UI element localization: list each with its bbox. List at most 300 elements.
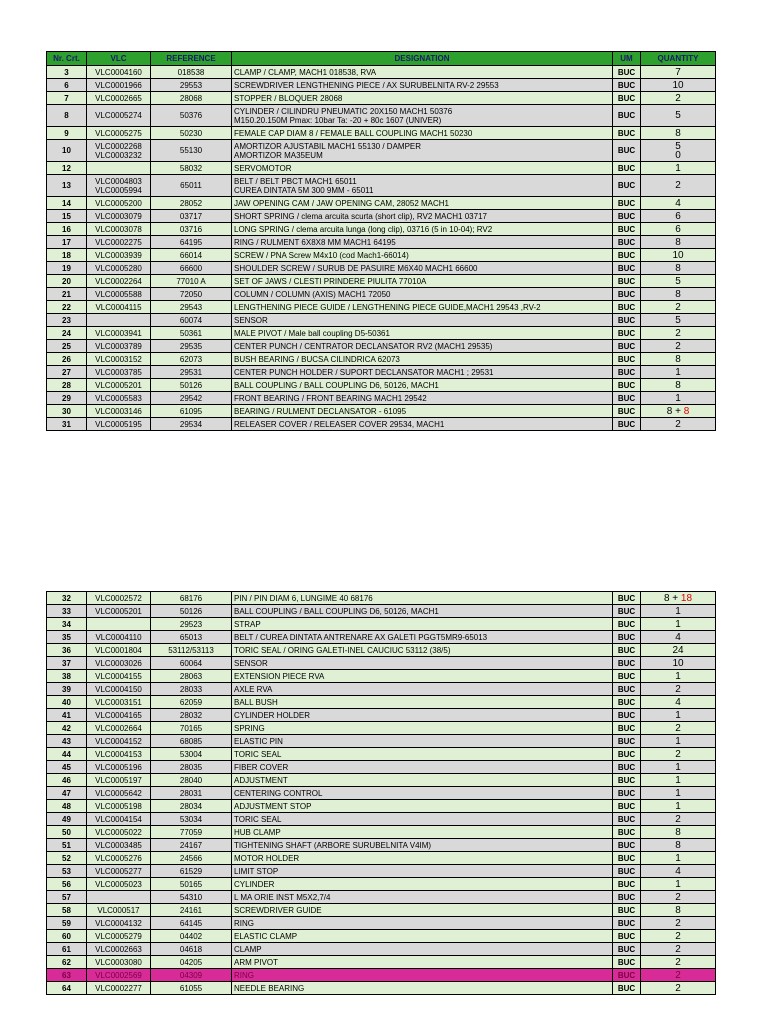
cell-quantity: 4 — [641, 696, 716, 709]
cell-reference: 65011 — [151, 175, 232, 197]
cell-nr: 45 — [47, 761, 87, 774]
cell-designation: SENSOR — [232, 657, 613, 670]
cell-designation: CLAMP — [232, 943, 613, 956]
cell-vlc: VLC0002275 — [87, 236, 151, 249]
cell-designation: MOTOR HOLDER — [232, 852, 613, 865]
cell-designation: L MA ORIE INST M5X2,7/4 — [232, 891, 613, 904]
cell-designation: STRAP — [232, 618, 613, 631]
table-row — [47, 657, 716, 670]
cell-nr: 43 — [47, 735, 87, 748]
cell-reference: 66014 — [151, 249, 232, 262]
cell-designation: PIN / PIN DIAM 6, LUNGIME 40 68176 — [232, 592, 613, 605]
cell-um: BUC — [613, 197, 641, 210]
cell-nr: 44 — [47, 748, 87, 761]
cell-vlc: VLC0005275 — [87, 127, 151, 140]
cell-nr: 37 — [47, 657, 87, 670]
cell-reference: 62059 — [151, 696, 232, 709]
table-row — [47, 631, 716, 644]
table-row — [47, 956, 716, 969]
table-row — [47, 878, 716, 891]
cell-nr: 58 — [47, 904, 87, 917]
cell-designation: ADJUSTMENT STOP — [232, 800, 613, 813]
cell-nr: 24 — [47, 327, 87, 340]
table-row — [47, 236, 716, 249]
cell-nr: 17 — [47, 236, 87, 249]
cell-designation: STOPPER / BLOQUER 28068 — [232, 92, 613, 105]
cell-reference: 66600 — [151, 262, 232, 275]
cell-reference: 77010 A — [151, 275, 232, 288]
cell-um: BUC — [613, 917, 641, 930]
cell-reference: 55130 — [151, 140, 232, 162]
cell-quantity: 5 — [641, 275, 716, 288]
cell-vlc: VLC0004110 — [87, 631, 151, 644]
cell-vlc: VLC0002665 — [87, 92, 151, 105]
cell-reference: 72050 — [151, 288, 232, 301]
cell-quantity: 1 — [641, 735, 716, 748]
cell-reference: 53112/53113 — [151, 644, 232, 657]
cell-reference: 04205 — [151, 956, 232, 969]
cell-vlc: VLC0003939 — [87, 249, 151, 262]
cell-vlc: VLC0001966 — [87, 79, 151, 92]
cell-nr: 50 — [47, 826, 87, 839]
cell-nr: 28 — [47, 379, 87, 392]
cell-nr: 15 — [47, 210, 87, 223]
cell-nr: 30 — [47, 405, 87, 418]
cell-nr: 64 — [47, 982, 87, 995]
cell-vlc: VLC000517 — [87, 904, 151, 917]
cell-quantity: 2 — [641, 301, 716, 314]
cell-nr: 29 — [47, 392, 87, 405]
cell-vlc: VLC0003079 — [87, 210, 151, 223]
header-row — [47, 52, 716, 66]
cell-nr: 35 — [47, 631, 87, 644]
cell-designation: SET OF JAWS / CLESTI PRINDERE PIULITA 77010A — [232, 275, 613, 288]
cell-designation: CENTER PUNCH / CENTRATOR DECLANSATOR RV2 (MACH1 29535) — [232, 340, 613, 353]
cell-vlc: VLC0005195 — [87, 418, 151, 431]
cell-vlc: VLC0005583 — [87, 392, 151, 405]
cell-nr: 48 — [47, 800, 87, 813]
table-row — [47, 800, 716, 813]
cell-um: BUC — [613, 301, 641, 314]
cell-designation: RING — [232, 969, 613, 982]
cell-quantity: 8 — [641, 353, 716, 366]
cell-designation: CYLINDER — [232, 878, 613, 891]
cell-designation: LONG SPRING / clema arcuita lunga (long clip), 03716 (5 in 10-04); RV2 — [232, 223, 613, 236]
cell-nr: 49 — [47, 813, 87, 826]
cell-vlc: VLC0003078 — [87, 223, 151, 236]
cell-um: BUC — [613, 735, 641, 748]
table-row — [47, 327, 716, 340]
cell-quantity: 2 — [641, 748, 716, 761]
table-body-2 — [47, 592, 716, 995]
cell-vlc: VLC0002268 VLC0003232 — [87, 140, 151, 162]
cell-reference: 58032 — [151, 162, 232, 175]
cell-reference: 50230 — [151, 127, 232, 140]
table-row — [47, 774, 716, 787]
cell-quantity: 8 — [641, 839, 716, 852]
table-row — [47, 722, 716, 735]
cell-um: BUC — [613, 105, 641, 127]
cell-vlc: VLC0005198 — [87, 800, 151, 813]
cell-quantity: 1 — [641, 392, 716, 405]
cell-quantity: 8 — [641, 288, 716, 301]
cell-reference: 28063 — [151, 670, 232, 683]
cell-um: BUC — [613, 891, 641, 904]
table-row — [47, 709, 716, 722]
cell-vlc: VLC0002569 — [87, 969, 151, 982]
table-row — [47, 735, 716, 748]
cell-quantity: 2 — [641, 722, 716, 735]
cell-designation: COLUMN / COLUMN (AXIS) MACH1 72050 — [232, 288, 613, 301]
cell-vlc: VLC0003789 — [87, 340, 151, 353]
table-row — [47, 197, 716, 210]
cell-um: BUC — [613, 696, 641, 709]
cell-quantity: 2 — [641, 943, 716, 956]
cell-quantity: 24 — [641, 644, 716, 657]
cell-reference: 53034 — [151, 813, 232, 826]
cell-um: BUC — [613, 162, 641, 175]
cell-nr: 10 — [47, 140, 87, 162]
cell-vlc: VLC0005197 — [87, 774, 151, 787]
cell-reference: 04618 — [151, 943, 232, 956]
table-row — [47, 683, 716, 696]
cell-nr: 12 — [47, 162, 87, 175]
cell-um: BUC — [613, 140, 641, 162]
cell-um: BUC — [613, 592, 641, 605]
cell-vlc: VLC0004132 — [87, 917, 151, 930]
cell-reference: 03717 — [151, 210, 232, 223]
cell-quantity: 2 — [641, 917, 716, 930]
table-row — [47, 891, 716, 904]
inventory-table-2 — [46, 591, 716, 995]
cell-vlc: VLC0002664 — [87, 722, 151, 735]
cell-vlc — [87, 618, 151, 631]
cell-designation: AXLE RVA — [232, 683, 613, 696]
cell-nr: 9 — [47, 127, 87, 140]
header-um: UM — [613, 52, 641, 66]
cell-quantity: 5 0 — [641, 140, 716, 162]
cell-vlc: VLC0005196 — [87, 761, 151, 774]
table-row — [47, 670, 716, 683]
cell-quantity: 1 — [641, 852, 716, 865]
cell-designation: CENTERING CONTROL — [232, 787, 613, 800]
cell-reference: 03716 — [151, 223, 232, 236]
cell-nr: 19 — [47, 262, 87, 275]
cell-um: BUC — [613, 904, 641, 917]
table-row — [47, 249, 716, 262]
cell-nr: 21 — [47, 288, 87, 301]
cell-designation: CLAMP / CLAMP, MACH1 018538, RVA — [232, 66, 613, 79]
cell-reference: 29531 — [151, 366, 232, 379]
cell-quantity: 4 — [641, 631, 716, 644]
cell-nr: 51 — [47, 839, 87, 852]
cell-reference: 28052 — [151, 197, 232, 210]
cell-quantity: 1 — [641, 670, 716, 683]
cell-designation: SPRING — [232, 722, 613, 735]
cell-um: BUC — [613, 709, 641, 722]
cell-vlc: VLC0005201 — [87, 605, 151, 618]
cell-reference: 60074 — [151, 314, 232, 327]
cell-quantity: 1 — [641, 709, 716, 722]
cell-nr: 38 — [47, 670, 87, 683]
cell-nr: 13 — [47, 175, 87, 197]
table-row — [47, 787, 716, 800]
cell-quantity: 10 — [641, 657, 716, 670]
table-row — [47, 223, 716, 236]
cell-nr: 59 — [47, 917, 87, 930]
cell-quantity: 1 — [641, 618, 716, 631]
cell-quantity: 2 — [641, 683, 716, 696]
cell-designation: SHOULDER SCREW / SURUB DE PASUIRE M6X40 MACH1 66600 — [232, 262, 613, 275]
cell-reference: 28032 — [151, 709, 232, 722]
cell-nr: 42 — [47, 722, 87, 735]
cell-quantity: 1 — [641, 800, 716, 813]
cell-designation: EXTENSION PIECE RVA — [232, 670, 613, 683]
cell-um: BUC — [613, 340, 641, 353]
cell-nr: 56 — [47, 878, 87, 891]
cell-vlc: VLC0004150 — [87, 683, 151, 696]
cell-nr: 6 — [47, 79, 87, 92]
cell-nr: 62 — [47, 956, 87, 969]
cell-um: BUC — [613, 92, 641, 105]
cell-designation: SHORT SPRING / clema arcuita scurta (short clip), RV2 MACH1 03717 — [232, 210, 613, 223]
cell-reference: 04309 — [151, 969, 232, 982]
cell-nr: 60 — [47, 930, 87, 943]
cell-designation: BALL COUPLING / BALL COUPLING D6, 50126, MACH1 — [232, 605, 613, 618]
cell-nr: 27 — [47, 366, 87, 379]
cell-um: BUC — [613, 392, 641, 405]
cell-um: BUC — [613, 210, 641, 223]
cell-nr: 23 — [47, 314, 87, 327]
cell-quantity: 8 — [641, 127, 716, 140]
cell-reference: 64195 — [151, 236, 232, 249]
cell-um: BUC — [613, 930, 641, 943]
quantity-extra: 8 — [683, 405, 690, 417]
cell-vlc: VLC0005280 — [87, 262, 151, 275]
table-row — [47, 943, 716, 956]
cell-reference: 28040 — [151, 774, 232, 787]
cell-designation: ADJUSTMENT — [232, 774, 613, 787]
cell-designation: FRONT BEARING / FRONT BEARING MACH1 29542 — [232, 392, 613, 405]
cell-quantity: 6 — [641, 210, 716, 223]
cell-designation: SENSOR — [232, 314, 613, 327]
cell-quantity: 8 + 8 — [641, 405, 716, 418]
cell-vlc: VLC0002277 — [87, 982, 151, 995]
cell-nr: 14 — [47, 197, 87, 210]
cell-reference: 29534 — [151, 418, 232, 431]
table-row — [47, 66, 716, 79]
cell-quantity: 8 — [641, 236, 716, 249]
cell-um: BUC — [613, 761, 641, 774]
cell-quantity: 1 — [641, 761, 716, 774]
cell-vlc: VLC0003026 — [87, 657, 151, 670]
cell-vlc: VLC0004153 — [87, 748, 151, 761]
cell-um: BUC — [613, 262, 641, 275]
table-row — [47, 405, 716, 418]
cell-quantity: 2 — [641, 813, 716, 826]
cell-designation: RELEASER COVER / RELEASER COVER 29534, MACH1 — [232, 418, 613, 431]
cell-quantity: 1 — [641, 162, 716, 175]
cell-quantity: 8 — [641, 262, 716, 275]
cell-vlc: VLC0004115 — [87, 301, 151, 314]
quantity-extra: 18 — [680, 592, 693, 604]
cell-reference: 28034 — [151, 800, 232, 813]
cell-reference: 29542 — [151, 392, 232, 405]
cell-designation: TORIC SEAL / ORING GALETI-INEL CAUCIUC 53112 (38/5) — [232, 644, 613, 657]
cell-reference: 61055 — [151, 982, 232, 995]
cell-quantity: 1 — [641, 605, 716, 618]
cell-designation: BELT / CUREA DINTATA ANTRENARE AX GALETI PGGT5MR9-65013 — [232, 631, 613, 644]
cell-um: BUC — [613, 288, 641, 301]
cell-um: BUC — [613, 956, 641, 969]
cell-reference: 018538 — [151, 66, 232, 79]
cell-nr: 8 — [47, 105, 87, 127]
cell-vlc: VLC0003151 — [87, 696, 151, 709]
cell-designation: TORIC SEAL — [232, 813, 613, 826]
cell-nr: 36 — [47, 644, 87, 657]
cell-designation: RING — [232, 917, 613, 930]
cell-um: BUC — [613, 223, 641, 236]
table-row — [47, 392, 716, 405]
cell-nr: 63 — [47, 969, 87, 982]
cell-nr: 41 — [47, 709, 87, 722]
table-row — [47, 105, 716, 127]
cell-um: BUC — [613, 839, 641, 852]
table-row — [47, 696, 716, 709]
cell-um: BUC — [613, 379, 641, 392]
cell-um: BUC — [613, 943, 641, 956]
cell-um: BUC — [613, 826, 641, 839]
cell-designation: LIMIT STOP — [232, 865, 613, 878]
cell-designation: TORIC SEAL — [232, 748, 613, 761]
cell-um: BUC — [613, 618, 641, 631]
cell-designation: JAW OPENING CAM / JAW OPENING CAM, 28052 MACH1 — [232, 197, 613, 210]
cell-designation: FIBER COVER — [232, 761, 613, 774]
cell-nr: 3 — [47, 66, 87, 79]
cell-nr: 25 — [47, 340, 87, 353]
cell-um: BUC — [613, 852, 641, 865]
cell-um: BUC — [613, 127, 641, 140]
cell-um: BUC — [613, 657, 641, 670]
cell-reference: 24161 — [151, 904, 232, 917]
table-row — [47, 162, 716, 175]
cell-designation: CENTER PUNCH HOLDER / SUPORT DECLANSATOR MACH1 ; 29531 — [232, 366, 613, 379]
cell-designation: CYLINDER / CILINDRU PNEUMATIC 20X150 MACH1 50376 M150.20.150M Pmax: 10bar Ta: -20 + 80c 1607 (UNIVER) — [232, 105, 613, 127]
cell-vlc: VLC0005200 — [87, 197, 151, 210]
cell-nr: 18 — [47, 249, 87, 262]
cell-reference: 54310 — [151, 891, 232, 904]
cell-reference: 61095 — [151, 405, 232, 418]
cell-um: BUC — [613, 969, 641, 982]
cell-quantity: 10 — [641, 249, 716, 262]
cell-vlc: VLC0002572 — [87, 592, 151, 605]
cell-um: BUC — [613, 748, 641, 761]
cell-um: BUC — [613, 353, 641, 366]
table-row — [47, 262, 716, 275]
header-quantity: QUANTITY — [641, 52, 716, 66]
table-row — [47, 813, 716, 826]
table-row — [47, 301, 716, 314]
table-row — [47, 618, 716, 631]
cell-reference: 64145 — [151, 917, 232, 930]
table-row — [47, 379, 716, 392]
cell-um: BUC — [613, 800, 641, 813]
cell-vlc: VLC0005274 — [87, 105, 151, 127]
cell-designation: SCREWDRIVER GUIDE — [232, 904, 613, 917]
cell-reference: 28033 — [151, 683, 232, 696]
cell-nr: 53 — [47, 865, 87, 878]
cell-quantity: 4 — [641, 197, 716, 210]
cell-nr: 31 — [47, 418, 87, 431]
table-row — [47, 314, 716, 327]
cell-vlc — [87, 891, 151, 904]
cell-designation: ELASTIC PIN — [232, 735, 613, 748]
cell-quantity: 2 — [641, 891, 716, 904]
header-vlc: VLC — [87, 52, 151, 66]
cell-vlc: VLC0005022 — [87, 826, 151, 839]
cell-designation: BEARING / RULMENT DECLANSATOR - 61095 — [232, 405, 613, 418]
cell-quantity: 2 — [641, 969, 716, 982]
cell-um: BUC — [613, 66, 641, 79]
cell-nr: 46 — [47, 774, 87, 787]
table-row — [47, 175, 716, 197]
table-row — [47, 92, 716, 105]
cell-nr: 32 — [47, 592, 87, 605]
cell-designation: RING / RULMENT 6X8X8 MM MACH1 64195 — [232, 236, 613, 249]
table-row — [47, 748, 716, 761]
cell-um: BUC — [613, 813, 641, 826]
table-row — [47, 930, 716, 943]
cell-reference: 50376 — [151, 105, 232, 127]
cell-vlc: VLC0005201 — [87, 379, 151, 392]
cell-reference: 62073 — [151, 353, 232, 366]
table-row — [47, 917, 716, 930]
cell-um: BUC — [613, 722, 641, 735]
cell-designation: SERVOMOTOR — [232, 162, 613, 175]
cell-vlc: VLC0004165 — [87, 709, 151, 722]
cell-um: BUC — [613, 865, 641, 878]
cell-um: BUC — [613, 314, 641, 327]
header-nr: Nr. Crt. — [47, 52, 87, 66]
cell-um: BUC — [613, 405, 641, 418]
cell-reference: 28068 — [151, 92, 232, 105]
table-body-1 — [47, 66, 716, 431]
cell-reference: 28031 — [151, 787, 232, 800]
cell-um: BUC — [613, 670, 641, 683]
cell-vlc: VLC0003941 — [87, 327, 151, 340]
cell-reference: 77059 — [151, 826, 232, 839]
cell-nr: 39 — [47, 683, 87, 696]
cell-vlc: VLC0005277 — [87, 865, 151, 878]
cell-designation: CYLINDER HOLDER — [232, 709, 613, 722]
cell-vlc: VLC0003485 — [87, 839, 151, 852]
cell-quantity: 2 — [641, 175, 716, 197]
cell-um: BUC — [613, 175, 641, 197]
cell-vlc: VLC0005279 — [87, 930, 151, 943]
cell-designation: AMORTIZOR AJUSTABIL MACH1 55130 / DAMPER AMORTIZOR MA35EUM — [232, 140, 613, 162]
cell-quantity: 1 — [641, 878, 716, 891]
cell-quantity: 8 — [641, 904, 716, 917]
cell-designation: LENGTHENING PIECE GUIDE / LENGTHENING PIECE GUIDE,MACH1 29543 ,RV-2 — [232, 301, 613, 314]
table-row — [47, 127, 716, 140]
cell-um: BUC — [613, 605, 641, 618]
cell-quantity: 1 — [641, 366, 716, 379]
cell-um: BUC — [613, 787, 641, 800]
cell-vlc: VLC0002663 — [87, 943, 151, 956]
cell-vlc: VLC0003146 — [87, 405, 151, 418]
cell-designation: BUSH BEARING / BUCSA CILINDRICA 62073 — [232, 353, 613, 366]
cell-reference: 04402 — [151, 930, 232, 943]
